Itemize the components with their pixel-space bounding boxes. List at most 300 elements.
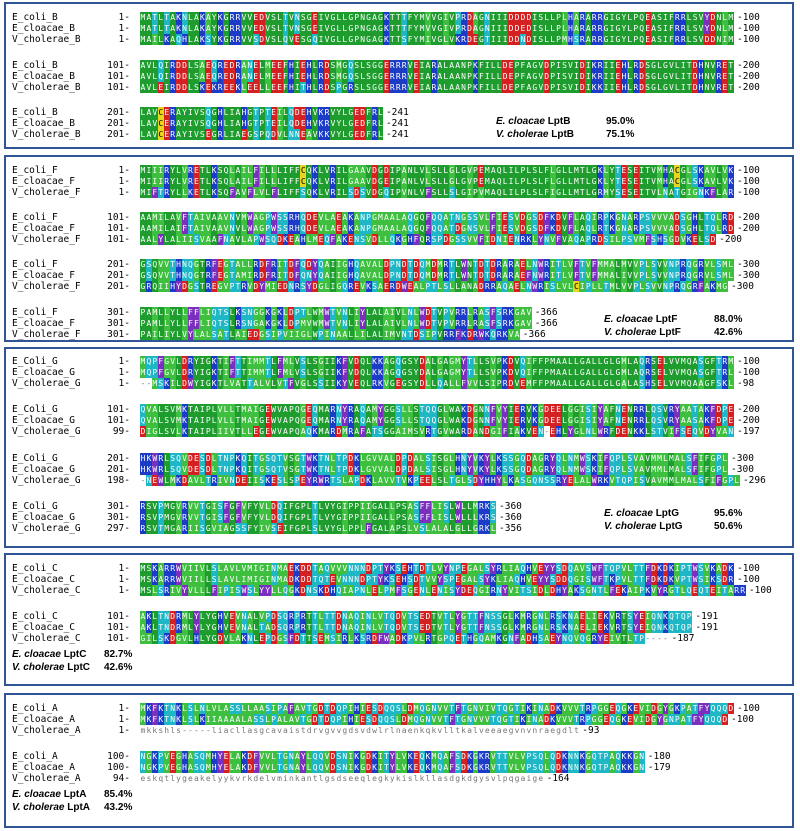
residue: V bbox=[651, 188, 656, 197]
residue: V bbox=[241, 502, 247, 511]
residue: L bbox=[158, 427, 164, 436]
residue: M bbox=[520, 623, 526, 632]
residue: K bbox=[146, 623, 152, 632]
residue: F bbox=[490, 224, 496, 233]
residue: S bbox=[199, 130, 205, 139]
residue: R bbox=[389, 72, 395, 81]
residue: S bbox=[158, 379, 164, 388]
residue: G bbox=[449, 177, 455, 186]
residue: D bbox=[259, 24, 265, 33]
sequence-residues bbox=[140, 475, 740, 486]
residue: G bbox=[502, 634, 508, 643]
residue: G bbox=[603, 13, 609, 22]
residue: T bbox=[597, 752, 603, 761]
residue: V bbox=[633, 271, 639, 280]
residue: W bbox=[461, 271, 466, 280]
residue: G bbox=[680, 188, 686, 197]
residue: L bbox=[686, 13, 692, 22]
residue: Q bbox=[538, 752, 544, 761]
residue: L bbox=[526, 166, 532, 175]
residue: F bbox=[698, 704, 704, 713]
residue: R bbox=[680, 271, 686, 280]
residue: K bbox=[425, 763, 431, 772]
sequence-end: -100 bbox=[731, 714, 754, 725]
residue: e bbox=[484, 726, 490, 735]
residue: L bbox=[199, 319, 205, 328]
residue: F bbox=[288, 513, 294, 522]
residue: L bbox=[443, 166, 449, 175]
protein-name: LptF bbox=[656, 327, 681, 338]
residue: E bbox=[241, 476, 247, 485]
residue: I bbox=[188, 130, 193, 139]
residue: D bbox=[354, 357, 360, 366]
residue: L bbox=[140, 130, 146, 139]
residue: R bbox=[164, 564, 170, 573]
residue: A bbox=[609, 763, 615, 772]
residue: V bbox=[158, 271, 164, 280]
residue: Q bbox=[639, 24, 645, 33]
residue: M bbox=[277, 564, 282, 573]
residue: T bbox=[188, 213, 193, 222]
residue: I bbox=[639, 166, 645, 175]
residue: G bbox=[378, 83, 383, 92]
residue: I bbox=[550, 260, 556, 269]
residue: F bbox=[253, 763, 259, 772]
residue: S bbox=[312, 586, 318, 595]
residue: V bbox=[176, 502, 181, 511]
residue: D bbox=[259, 35, 265, 44]
residue: M bbox=[722, 271, 728, 280]
residue: L bbox=[152, 72, 158, 81]
residue: G bbox=[413, 224, 419, 233]
residue: S bbox=[698, 575, 704, 584]
residue: R bbox=[496, 564, 502, 573]
residue: P bbox=[300, 524, 306, 533]
residue: S bbox=[473, 213, 478, 222]
sequence-start: 100- bbox=[107, 751, 130, 762]
residue: G bbox=[579, 368, 585, 377]
residue: R bbox=[431, 72, 437, 81]
residue: M bbox=[473, 502, 478, 511]
residue: A bbox=[443, 368, 449, 377]
residue: G bbox=[259, 308, 265, 317]
residue: S bbox=[199, 524, 205, 533]
residue: M bbox=[573, 166, 579, 175]
residue: Q bbox=[389, 704, 395, 713]
residue: D bbox=[663, 564, 668, 573]
residue: L bbox=[449, 513, 455, 522]
residue: K bbox=[277, 319, 282, 328]
residue: E bbox=[354, 282, 360, 291]
residue: S bbox=[508, 213, 514, 222]
residue: A bbox=[324, 416, 330, 425]
residue: Y bbox=[496, 476, 502, 485]
residue: Q bbox=[419, 704, 425, 713]
residue: T bbox=[235, 357, 241, 366]
residue: L bbox=[205, 704, 211, 713]
species-name: E. cloacae bbox=[604, 314, 653, 325]
residue: V bbox=[182, 634, 187, 643]
residue: d bbox=[562, 726, 567, 735]
residue: Q bbox=[330, 715, 336, 724]
residue: A bbox=[478, 308, 484, 317]
residue: G bbox=[372, 513, 377, 522]
residue: D bbox=[508, 24, 514, 33]
residue: T bbox=[579, 166, 585, 175]
residue: S bbox=[395, 405, 401, 414]
residue: A bbox=[514, 427, 520, 436]
residue: A bbox=[722, 188, 728, 197]
residue: E bbox=[223, 83, 229, 92]
residue: I bbox=[164, 282, 170, 291]
residue: R bbox=[674, 35, 680, 44]
residue: F bbox=[645, 575, 651, 584]
residue: K bbox=[639, 427, 645, 436]
residue: T bbox=[597, 763, 603, 772]
residue: E bbox=[722, 83, 728, 92]
residue: D bbox=[413, 271, 419, 280]
residue: N bbox=[288, 282, 294, 291]
residue: V bbox=[288, 35, 294, 44]
residue: E bbox=[401, 564, 407, 573]
residue: A bbox=[247, 715, 253, 724]
residue: V bbox=[437, 623, 443, 632]
residue: S bbox=[277, 612, 282, 621]
residue: Q bbox=[241, 465, 247, 474]
residue: P bbox=[265, 612, 271, 621]
residue: L bbox=[585, 623, 591, 632]
residue: I bbox=[484, 61, 490, 70]
residue: V bbox=[698, 24, 704, 33]
residue: K bbox=[526, 235, 532, 244]
residue: L bbox=[728, 379, 734, 388]
sequence-row bbox=[6, 34, 786, 45]
residue: D bbox=[271, 502, 276, 511]
residue: E bbox=[383, 177, 389, 186]
residue: F bbox=[603, 454, 609, 463]
residue: A bbox=[514, 260, 520, 269]
sequence-name: E_cloacae_A bbox=[12, 714, 75, 725]
residue: G bbox=[437, 416, 443, 425]
residue: S bbox=[395, 564, 401, 573]
residue: g bbox=[324, 774, 330, 783]
residue: Y bbox=[336, 130, 342, 139]
residue: G bbox=[532, 72, 538, 81]
residue: L bbox=[502, 188, 508, 197]
residue: S bbox=[300, 24, 306, 33]
residue: A bbox=[140, 72, 146, 81]
residue: I bbox=[419, 61, 425, 70]
residue: E bbox=[193, 465, 199, 474]
residue: S bbox=[538, 13, 544, 22]
residue: G bbox=[146, 763, 152, 772]
residue: L bbox=[223, 108, 229, 117]
residue: G bbox=[360, 763, 366, 772]
residue: V bbox=[663, 271, 668, 280]
residue: K bbox=[164, 634, 170, 643]
residue: I bbox=[663, 35, 668, 44]
residue: K bbox=[235, 308, 241, 317]
residue: T bbox=[686, 564, 692, 573]
residue: F bbox=[223, 513, 229, 522]
residue: L bbox=[514, 177, 520, 186]
residue: I bbox=[597, 454, 603, 463]
residue: I bbox=[146, 166, 152, 175]
residue: S bbox=[538, 634, 544, 643]
residue: l bbox=[318, 774, 324, 783]
residue: a bbox=[283, 726, 288, 735]
residue: D bbox=[431, 271, 437, 280]
residue: S bbox=[645, 72, 651, 81]
residue: G bbox=[538, 416, 544, 425]
residue: D bbox=[383, 271, 389, 280]
residue: D bbox=[674, 235, 680, 244]
residue: A bbox=[704, 166, 710, 175]
sequence-name: E_coli_A bbox=[12, 751, 58, 762]
residue: H bbox=[621, 61, 627, 70]
residue: A bbox=[140, 612, 146, 621]
residue: I bbox=[496, 213, 502, 222]
residue: L bbox=[449, 379, 455, 388]
residue: V bbox=[378, 623, 383, 632]
residue: T bbox=[241, 379, 247, 388]
residue: D bbox=[354, 368, 360, 377]
residue: V bbox=[490, 763, 496, 772]
residue: D bbox=[395, 465, 401, 474]
residue: P bbox=[389, 271, 395, 280]
residue: G bbox=[342, 83, 348, 92]
residue: L bbox=[229, 166, 235, 175]
residue: D bbox=[372, 634, 377, 643]
residue: I bbox=[253, 476, 259, 485]
residue: A bbox=[324, 427, 330, 436]
residue: P bbox=[585, 282, 591, 291]
residue: N bbox=[164, 612, 170, 621]
residue: E bbox=[478, 166, 484, 175]
residue: I bbox=[259, 177, 265, 186]
residue: S bbox=[146, 575, 152, 584]
residue: K bbox=[336, 379, 342, 388]
residue: I bbox=[544, 282, 550, 291]
residue: A bbox=[330, 213, 336, 222]
residue: P bbox=[223, 586, 229, 595]
residue: A bbox=[389, 634, 395, 643]
residue: M bbox=[205, 763, 211, 772]
residue: I bbox=[188, 524, 193, 533]
residue: Q bbox=[419, 213, 425, 222]
residue: T bbox=[170, 271, 176, 280]
residue: L bbox=[205, 586, 211, 595]
residue: F bbox=[526, 271, 532, 280]
residue: V bbox=[437, 704, 443, 713]
residue: G bbox=[615, 715, 621, 724]
residue: N bbox=[170, 704, 176, 713]
residue: W bbox=[449, 416, 455, 425]
sequence-start: 1- bbox=[118, 187, 130, 198]
residue: M bbox=[484, 166, 490, 175]
residue: F bbox=[407, 13, 413, 22]
residue: g bbox=[556, 726, 561, 735]
residue: S bbox=[401, 513, 407, 522]
residue: V bbox=[710, 166, 716, 175]
residue: E bbox=[318, 634, 324, 643]
residue: G bbox=[514, 319, 520, 328]
sequence-row bbox=[6, 129, 786, 140]
residue: D bbox=[188, 465, 193, 474]
residue: E bbox=[508, 235, 514, 244]
residue: F bbox=[520, 83, 526, 92]
residue: D bbox=[413, 575, 419, 584]
residue: Q bbox=[437, 763, 443, 772]
residue: P bbox=[639, 213, 645, 222]
residue: A bbox=[294, 763, 300, 772]
residue: N bbox=[573, 752, 579, 761]
residue: R bbox=[502, 308, 508, 317]
residue: V bbox=[526, 308, 532, 317]
residue: R bbox=[680, 13, 686, 22]
residue: G bbox=[425, 704, 431, 713]
residue: W bbox=[455, 502, 461, 511]
residue: L bbox=[615, 282, 621, 291]
residue: G bbox=[283, 763, 288, 772]
residue: V bbox=[568, 704, 573, 713]
residue: V bbox=[247, 13, 253, 22]
residue: D bbox=[259, 260, 265, 269]
residue: T bbox=[217, 454, 223, 463]
sequence-end: -200 bbox=[719, 234, 743, 245]
residue: P bbox=[229, 282, 235, 291]
residue: W bbox=[455, 513, 461, 522]
residue: I bbox=[502, 235, 508, 244]
residue: I bbox=[401, 427, 407, 436]
residue: G bbox=[176, 763, 181, 772]
residue: M bbox=[651, 465, 656, 474]
residue: T bbox=[199, 513, 205, 522]
residue: T bbox=[312, 612, 318, 621]
residue: L bbox=[437, 282, 443, 291]
sequence-row bbox=[6, 259, 786, 270]
residue: L bbox=[342, 24, 348, 33]
residue: N bbox=[657, 612, 662, 621]
residue: V bbox=[383, 379, 389, 388]
residue: T bbox=[455, 715, 461, 724]
residue: T bbox=[419, 416, 425, 425]
residue: L bbox=[265, 502, 271, 511]
residue: E bbox=[597, 612, 603, 621]
residue: S bbox=[271, 24, 276, 33]
residue: V bbox=[324, 524, 330, 533]
residue: D bbox=[692, 61, 698, 70]
residue: L bbox=[597, 282, 603, 291]
residue: T bbox=[431, 282, 437, 291]
residue: S bbox=[645, 83, 651, 92]
residue: R bbox=[217, 61, 223, 70]
residue: N bbox=[288, 763, 294, 772]
residue: G bbox=[193, 271, 199, 280]
residue: I bbox=[247, 465, 253, 474]
residue: G bbox=[378, 13, 383, 22]
residue: G bbox=[437, 634, 443, 643]
residue: K bbox=[383, 13, 389, 22]
protein-name: LptF bbox=[652, 314, 678, 325]
residue: D bbox=[508, 35, 514, 44]
residue: M bbox=[573, 177, 579, 186]
residue: M bbox=[437, 260, 443, 269]
residue: N bbox=[336, 416, 342, 425]
residue: Q bbox=[348, 72, 354, 81]
residue: I bbox=[508, 166, 514, 175]
residue: H bbox=[288, 61, 294, 70]
residue: V bbox=[259, 763, 265, 772]
residue: V bbox=[294, 357, 300, 366]
residue: L bbox=[211, 405, 217, 414]
residue: V bbox=[704, 271, 710, 280]
residue: L bbox=[550, 35, 556, 44]
residue: A bbox=[449, 61, 455, 70]
residue: R bbox=[550, 612, 556, 621]
residue: L bbox=[283, 308, 288, 317]
residue: N bbox=[146, 476, 152, 485]
residue: L bbox=[502, 476, 508, 485]
residue: P bbox=[140, 330, 146, 339]
residue: M bbox=[609, 282, 615, 291]
residue: A bbox=[389, 213, 395, 222]
residue: L bbox=[182, 308, 187, 317]
residue: L bbox=[467, 308, 472, 317]
residue: L bbox=[366, 379, 371, 388]
residue: H bbox=[306, 61, 312, 70]
residue: F bbox=[568, 224, 573, 233]
residue: Q bbox=[437, 224, 443, 233]
residue: T bbox=[330, 623, 336, 632]
residue: K bbox=[312, 454, 318, 463]
residue: A bbox=[651, 35, 656, 44]
residue: A bbox=[514, 564, 520, 573]
residue: L bbox=[627, 83, 633, 92]
identity-percent: 42.6% bbox=[714, 327, 743, 338]
residue: A bbox=[170, 213, 176, 222]
residue: A bbox=[372, 330, 377, 339]
residue: I bbox=[152, 166, 158, 175]
residue: Y bbox=[182, 130, 187, 139]
residue: k bbox=[383, 774, 389, 783]
residue: L bbox=[199, 586, 205, 595]
residue: N bbox=[496, 586, 502, 595]
residue: R bbox=[431, 61, 437, 70]
residue: P bbox=[544, 368, 550, 377]
residue: R bbox=[597, 213, 603, 222]
residue: S bbox=[502, 454, 508, 463]
residue: V bbox=[164, 271, 170, 280]
residue: V bbox=[348, 357, 354, 366]
residue: K bbox=[235, 454, 241, 463]
residue: K bbox=[277, 308, 282, 317]
residue: S bbox=[484, 308, 490, 317]
residue: Y bbox=[562, 586, 567, 595]
residue: K bbox=[211, 368, 217, 377]
residue: S bbox=[431, 166, 437, 175]
residue: Q bbox=[615, 704, 621, 713]
residue: L bbox=[360, 72, 366, 81]
residue: D bbox=[526, 24, 532, 33]
residue: S bbox=[211, 564, 217, 573]
residue: L bbox=[247, 427, 253, 436]
residue: M bbox=[140, 564, 146, 573]
residue: K bbox=[354, 465, 360, 474]
residue: T bbox=[496, 704, 502, 713]
residue: R bbox=[348, 405, 354, 414]
residue: Y bbox=[312, 260, 318, 269]
